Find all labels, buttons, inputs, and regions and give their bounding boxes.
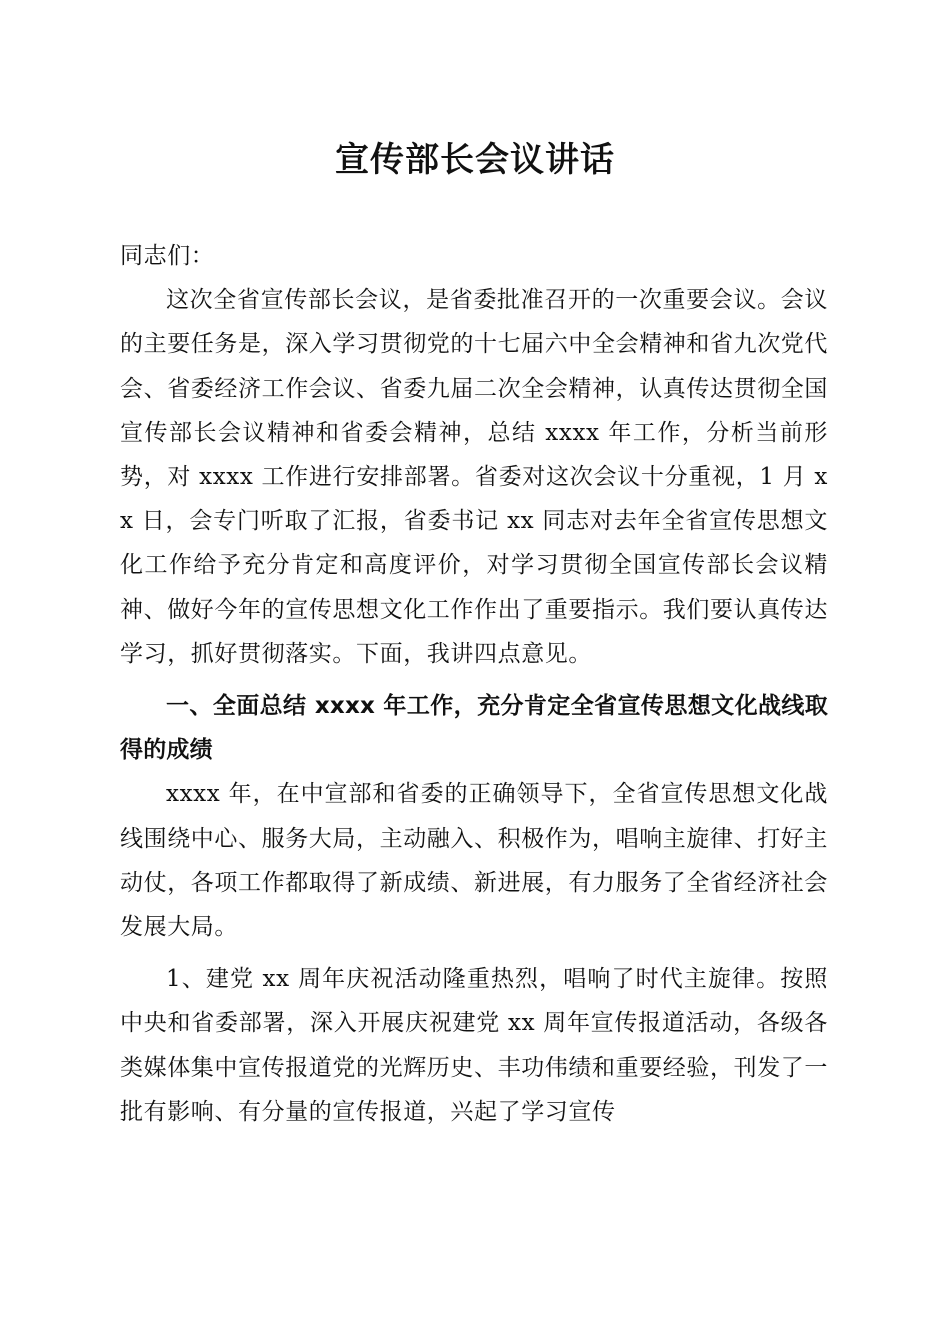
intro-paragraph: 这次全省宣传部长会议，是省委批准召开的一次重要会议。会议的主要任务是，深入学习贯彻党的十七届六中全会精神和省九次党代会、省委经济工作会议、省委九届二次全会精神，认真传达贯彻全国宣传部长会议精神和省委会精神，总结 xxxx 年工作，分析当前形势，对 xxxx 工作进行安排部署。省委对这次会议十分重视，1 月 xx 日，会专门听取了汇报，省委书记 xx 同志对去年全省宣传思想文化工作给予充分肯定和高度评价，对学习贯彻全国宣传部长会议精神、做好今年的宣传思想文化工作作出了重要指示。我们要认真传达学习，抓好贯彻落实。下面，我讲四点意见。 xyxy=(120,287,828,667)
section-paragraph-item-1: 1、建党 xx 周年庆祝活动隆重热烈，唱响了时代主旋律。按照中央和省委部署，深入开展庆祝建党 xx 周年宣传报道活动，各级各类媒体集中宣传报道党的光辉历史、丰功伟绩和重要经验，刊发了一批有影响、有分量的宣传报道，兴起了学习宣传 xyxy=(120,966,828,1125)
document-title: 宣传部长会议讲话 xyxy=(335,140,615,180)
salutation: 同志们： xyxy=(120,243,215,269)
section-paragraph-summary: xxxx 年，在中宣部和省委的正确领导下，全省宣传思想文化战线围绕中心、服务大局，主动融入、积极作为，唱响主旋律、打好主动仗，各项工作都取得了新成绩、新进展，有力服务了全省经济社会发展大局。 xyxy=(120,781,828,941)
document-body xyxy=(120,234,828,1134)
section-heading-1: 一、全面总结 xxxx 年工作，充分肯定全省宣传思想文化战线取得的成绩 xyxy=(120,693,828,764)
